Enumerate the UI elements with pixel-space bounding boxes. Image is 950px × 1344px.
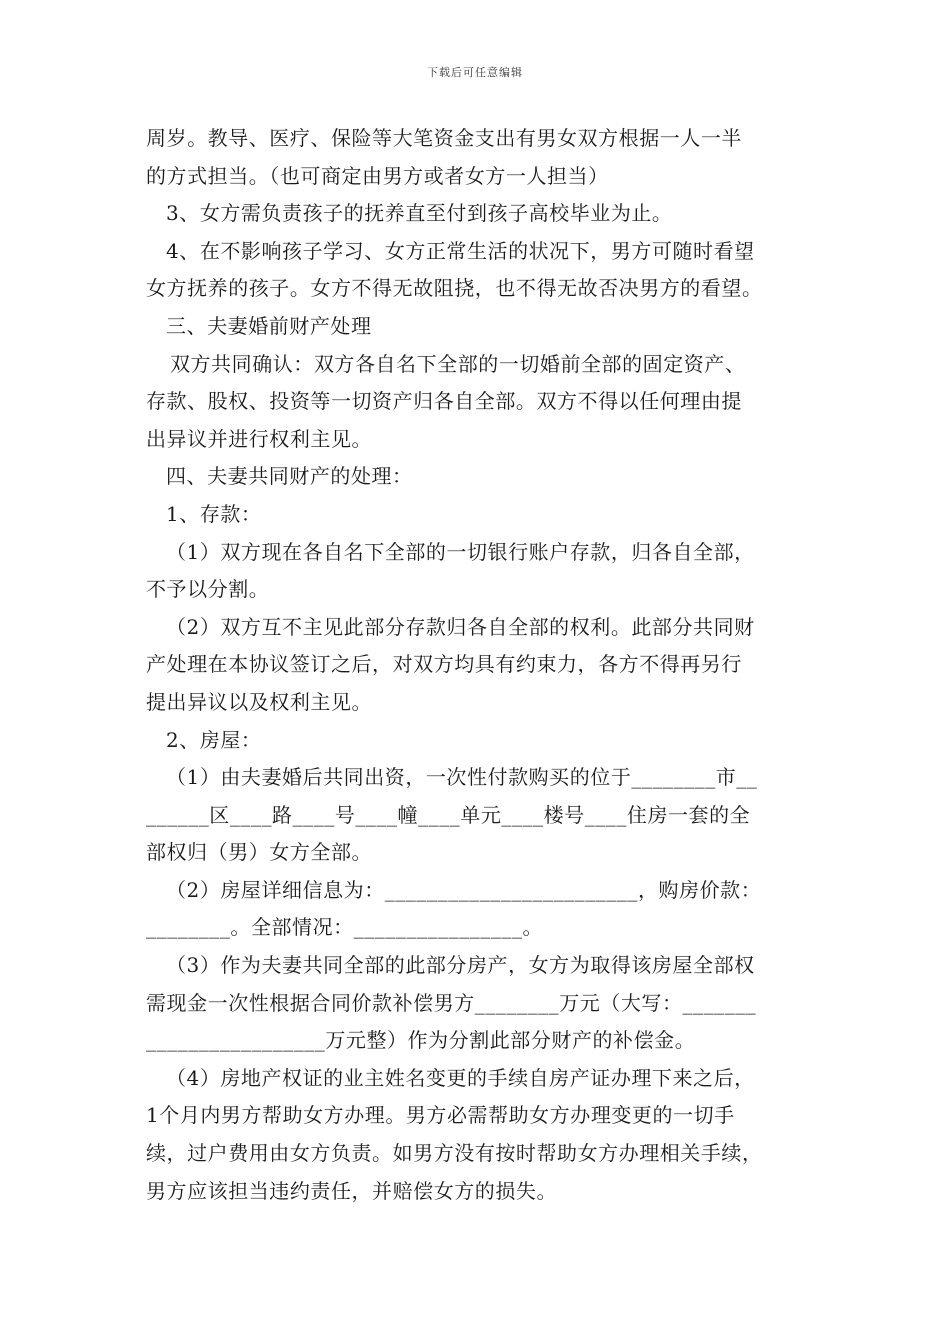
text-line: 出异议并进行权利主见。 (146, 426, 373, 451)
text-line: 1个月内男方帮助女方办理。男方必需帮助女方办理变更的一切手 (146, 1103, 735, 1128)
text-line: 四、夫妻共同财产的处理： (166, 464, 413, 489)
text-line: ______区____路____号____幢____单元____楼号____住房一套的全 (146, 802, 751, 827)
text-line: 不予以分割。 (146, 577, 270, 602)
text-line: 提出异议以及权利主见。 (146, 689, 373, 714)
text-line: ________。全部情况：________________。 (146, 915, 544, 940)
text-line: （3）作为夫妻共同全部的此部分房产，女方为取得该房屋全部权 (166, 953, 755, 978)
agreement-body-text (146, 120, 814, 1210)
text-line: （1）双方现在各自名下全部的一切银行账户存款，归各自全部， (166, 539, 755, 564)
text-line: 存款、股权、投资等一切资产归各自全部。双方不得以任何理由提 (146, 389, 742, 414)
text-line: 三、夫妻婚前财产处理 (166, 313, 372, 338)
text-line: （4）房地产权证的业主姓名变更的手续自房产证办理下来之后， (166, 1065, 755, 1090)
text-line: 女方抚养的孩子。女方不得无故阻挠，也不得无故否决男方的看望。 (146, 276, 763, 301)
text-line: 1、存款： (166, 501, 262, 526)
text-line: 4、在不影响孩子学习、女方正常生活的状况下，男方可随时看望 (166, 238, 755, 263)
text-line: _________________万元整）作为分割此部分财产的补偿金。 (146, 1028, 696, 1053)
text-line: （2）房屋详细信息为：________________________，购房价款： (166, 877, 762, 902)
text-line: 男方应该担当违约责任，并赔偿女方的损失。 (146, 1178, 557, 1203)
text-line: 3、女方需负责孩子的抚养直至付到孩子高校毕业为止。 (166, 201, 673, 226)
text-line: 部权归（男）女方全部。 (146, 840, 373, 865)
text-line: 双方共同确认：双方各自名下全部的一切婚前全部的固定资产、 (170, 351, 746, 376)
text-line: 续，过户费用由女方负责。如男方没有按时帮助女方办理相关手续， (146, 1141, 763, 1166)
text-line: （1）由夫妻婚后共同出资，一次性付款购买的位于________市__ (166, 765, 758, 790)
text-line: 的方式担当。（也可商定由男方或者女方一人担当） (146, 163, 609, 188)
text-line: （2）双方互不主见此部分存款归各自全部的权利。此部分共同财 (166, 614, 755, 639)
text-line: 2、房屋： (166, 727, 262, 752)
text-line: 产处理在本协议签订之后，对双方均具有约束力，各方不得再另行 (146, 652, 742, 677)
download-note-header: 下载后可任意编辑 (427, 66, 523, 79)
text-line: 需现金一次性根据合同价款补偿男方________万元（大写：_______ (146, 990, 757, 1015)
text-line: 周岁。教导、医疗、保险等大笔资金支出有男女双方根据一人一半 (146, 126, 742, 150)
